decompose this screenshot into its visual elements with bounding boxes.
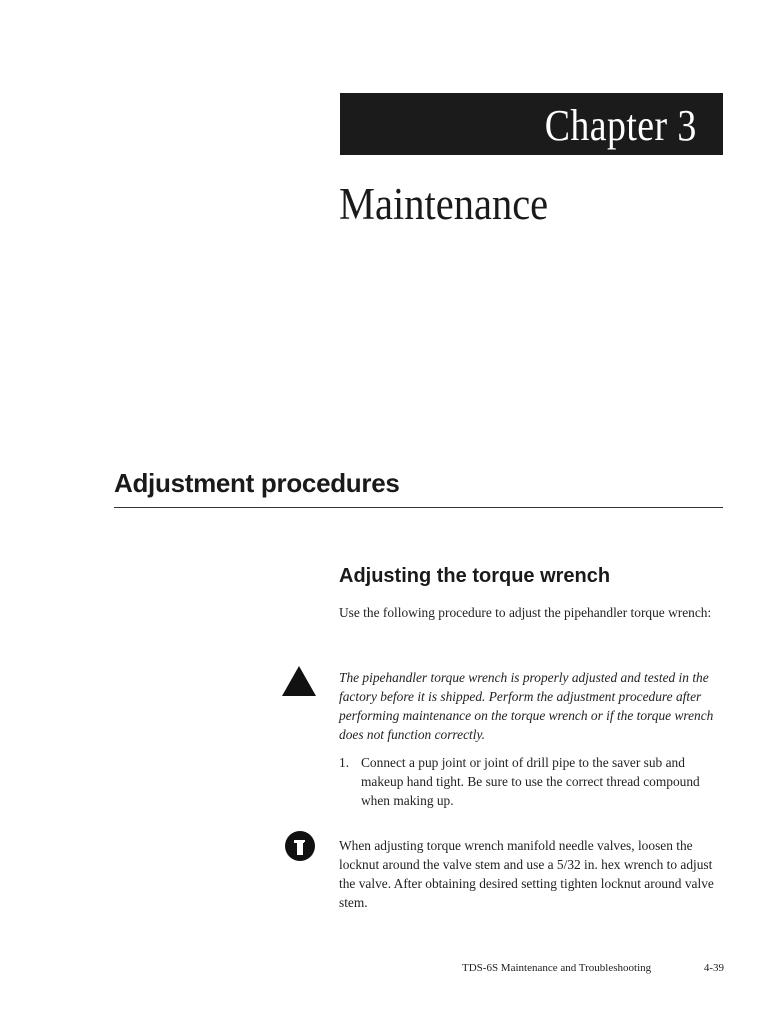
section-heading: Adjustment procedures	[114, 468, 400, 498]
procedure-step	[339, 753, 724, 810]
caution-text: The pipehandler torque wrench is properly adjusted and tested in the factory before it is shipped. Perform the adjustment procedure after performing maintenance on the torque wrench or if the torque wrench does not function correctly.	[339, 670, 714, 742]
intro-paragraph: Use the following procedure to adjust the pipehandler torque wrench:	[339, 605, 712, 620]
note-text: When adjusting torque wrench manifold needle valves, loosen the locknut around the valve stem and use a 5/32 in. hex wrench to adjust the valve. After obtaining desired setting tighten locknut around valve stem.	[339, 838, 714, 910]
subsection-heading: Adjusting the torque wrench	[339, 565, 611, 587]
footer-page-number: 4-39	[703, 962, 724, 974]
footer-document-title: TDS-6S Maintenance and Troubleshooting	[462, 962, 652, 974]
info-note-icon	[284, 830, 316, 862]
chapter-label: Chapter 3	[544, 101, 697, 150]
step-text: Connect a pup joint or joint of drill pipe to the saver sub and makeup hand tight. Be sure to use the correct thread compound when making up.	[361, 755, 700, 808]
chapter-banner	[340, 93, 723, 155]
warning-triangle-icon	[281, 665, 317, 697]
section-divider	[114, 507, 723, 508]
chapter-title: Maintenance	[339, 179, 549, 229]
step-number: 1.	[339, 755, 350, 770]
